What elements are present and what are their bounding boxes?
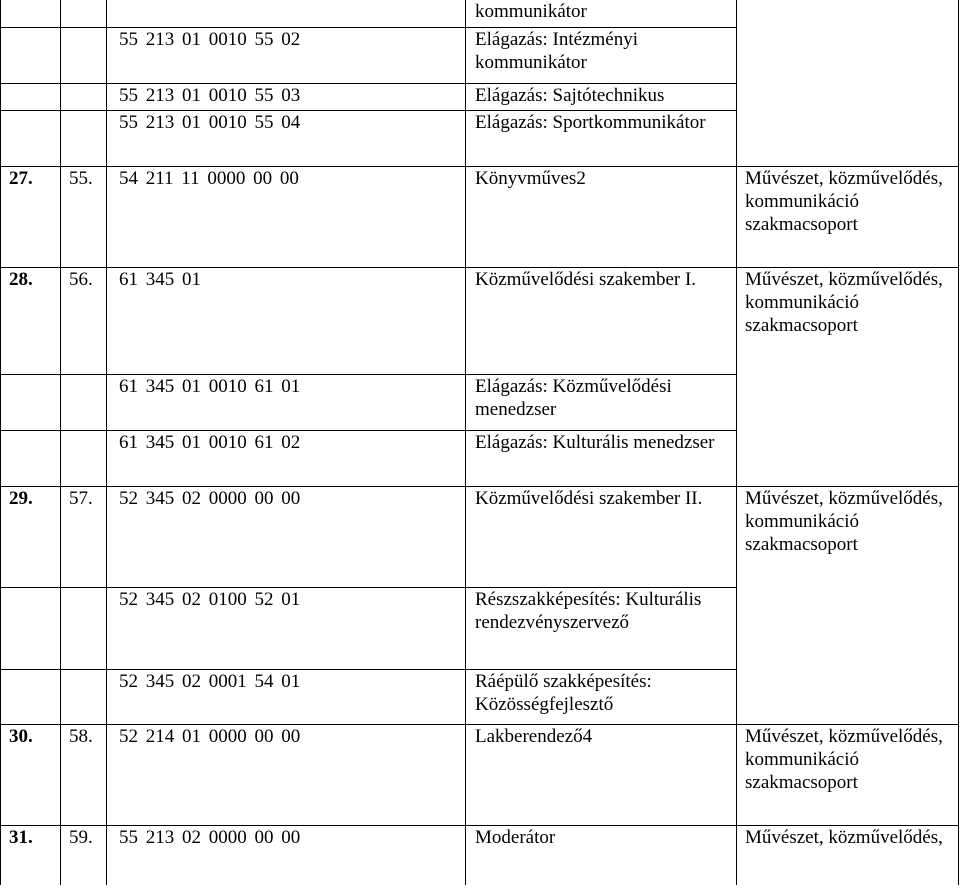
okj-code: 52 345 02 0000 00 00 [107, 486, 466, 587]
qualification-name: Lakberendező4 [466, 724, 737, 825]
qualification-name: Közművelődési szakember II. [466, 486, 737, 587]
qualification-name: Könyvműves2 [466, 166, 737, 267]
sector-group: Művészet, közművelődés, kommunikáció szakmacsoport [737, 166, 959, 267]
table-row [1, 267, 959, 374]
table-row [1, 83, 959, 110]
table-row [1, 374, 959, 430]
okj-code: 55 213 01 0010 55 04 [107, 110, 466, 166]
table-row [1, 669, 959, 724]
sector-group: Művészet, közművelődés, [737, 825, 959, 885]
okj-code: 55 213 02 0000 00 00 [107, 825, 466, 885]
okj-code: 54 211 11 0000 00 00 [107, 166, 466, 267]
okj-code: 61 345 01 0010 61 01 [107, 374, 466, 430]
okj-code: 55 213 01 0010 55 03 [107, 83, 466, 110]
table-row [1, 587, 959, 669]
table-row [1, 486, 959, 587]
sub-number: 59. [61, 825, 107, 885]
sub-number: 55. [61, 166, 107, 267]
qualification-name: Elágazás: Intézményi kommunikátor [466, 27, 737, 83]
row-number: 28. [1, 267, 61, 374]
okj-code: 61 345 01 [107, 267, 466, 374]
qualification-name: Moderátor [466, 825, 737, 885]
table-row [1, 724, 959, 825]
table-row [1, 110, 959, 166]
sub-number: 57. [61, 486, 107, 587]
qualification-name: kommunikátor [466, 0, 737, 27]
okj-code: 55 213 01 0010 55 02 [107, 27, 466, 83]
table-row [1, 825, 959, 885]
qualification-name: Részszakképesítés: Kulturális rendezvényszervező [466, 587, 737, 669]
row-number: 27. [1, 166, 61, 267]
okj-code: 52 345 02 0100 52 01 [107, 587, 466, 669]
okj-code: 52 214 01 0000 00 00 [107, 724, 466, 825]
qualification-name: Elágazás: Közművelődési menedzser [466, 374, 737, 430]
table-row [1, 27, 959, 83]
qualification-name: Elágazás: Sportkommunikátor [466, 110, 737, 166]
okj-code: 52 345 02 0001 54 01 [107, 669, 466, 724]
qualification-name: Ráépülő szakképesítés: Közösségfejlesztő [466, 669, 737, 724]
qualification-name: Elágazás: Sajtótechnikus [466, 83, 737, 110]
sector-group: Művészet, közművelődés, kommunikáció szakmacsoport [737, 486, 959, 587]
qualification-name: Elágazás: Kulturális menedzser [466, 430, 737, 486]
sector-group: Művészet, közművelődés, kommunikáció szakmacsoport [737, 267, 959, 374]
table-row [1, 0, 959, 27]
row-number: 29. [1, 486, 61, 587]
table-row [1, 166, 959, 267]
sector-group: Művészet, közművelődés, kommunikáció szakmacsoport [737, 724, 959, 825]
row-number: 31. [1, 825, 61, 885]
qualification-name: Közművelődési szakember I. [466, 267, 737, 374]
okj-code: 61 345 01 0010 61 02 [107, 430, 466, 486]
sub-number: 56. [61, 267, 107, 374]
table-row [1, 430, 959, 486]
row-number: 30. [1, 724, 61, 825]
sub-number: 58. [61, 724, 107, 825]
